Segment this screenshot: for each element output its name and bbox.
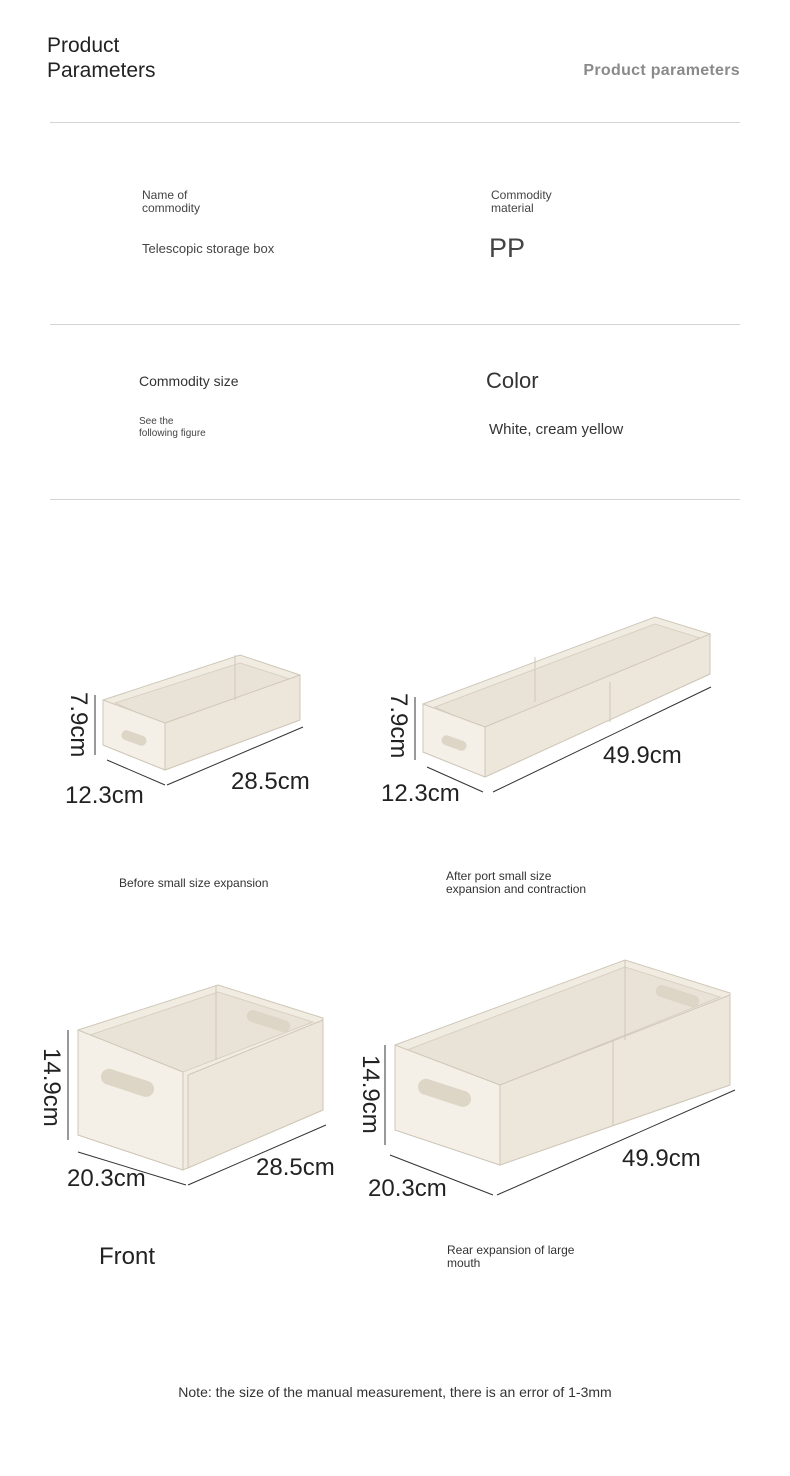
small-before-caption: Before small size expansion: [119, 876, 269, 890]
small-before-depth: 12.3cm: [65, 782, 144, 809]
name-label-line-1: Name of: [142, 188, 188, 202]
large-before-caption: Front: [99, 1243, 156, 1270]
small-after-caption-line-1: After port small size: [446, 869, 552, 883]
material-label: [491, 189, 611, 215]
title-line-2: Parameters: [47, 59, 156, 82]
color-label: Color: [486, 368, 539, 393]
material-value: PP: [489, 233, 526, 263]
large-after-caption-line-2: mouth: [447, 1256, 481, 1270]
large-before-height: 14.9cm: [38, 1048, 65, 1127]
size-value-line-2: following figure: [139, 428, 206, 439]
name-label-line-2: commodity: [142, 201, 201, 215]
material-label-line-1: Commodity: [491, 188, 552, 202]
size-value-line-1: See the: [139, 416, 174, 427]
large-before-depth: 20.3cm: [67, 1165, 146, 1192]
name-label: [142, 189, 262, 215]
page-title: [47, 33, 247, 83]
name-value: Telescopic storage box: [142, 241, 275, 256]
measurement-note: Note: the size of the manual measurement, there is an error of 1-3mm: [178, 1384, 612, 1400]
small-before-height: 7.9cm: [65, 692, 92, 758]
large-after-depth: 20.3cm: [368, 1175, 447, 1202]
small-after-depth: 12.3cm: [381, 780, 460, 807]
small-after-height: 7.9cm: [385, 693, 412, 759]
large-after-caption-line-1: Rear expansion of large: [447, 1243, 575, 1257]
divider-top: [50, 122, 740, 123]
large-after-height: 14.9cm: [357, 1055, 384, 1134]
divider-middle: [50, 324, 740, 325]
divider-bottom: [50, 499, 740, 500]
small-after-length: 49.9cm: [603, 742, 682, 769]
small-before-length: 28.5cm: [231, 768, 310, 795]
page-subtitle: Product parameters: [583, 62, 740, 79]
size-label: Commodity size: [139, 373, 239, 389]
small-after-caption: [446, 870, 586, 896]
material-label-line-2: material: [491, 201, 534, 215]
large-after-length: 49.9cm: [622, 1145, 701, 1172]
large-after-caption: [447, 1244, 574, 1270]
large-before-length: 28.5cm: [256, 1154, 335, 1181]
small-after-caption-line-2: expansion and contraction: [446, 882, 587, 896]
color-value: White, cream yellow: [489, 421, 624, 438]
title-line-1: Product: [47, 34, 120, 57]
size-value: [139, 416, 259, 440]
